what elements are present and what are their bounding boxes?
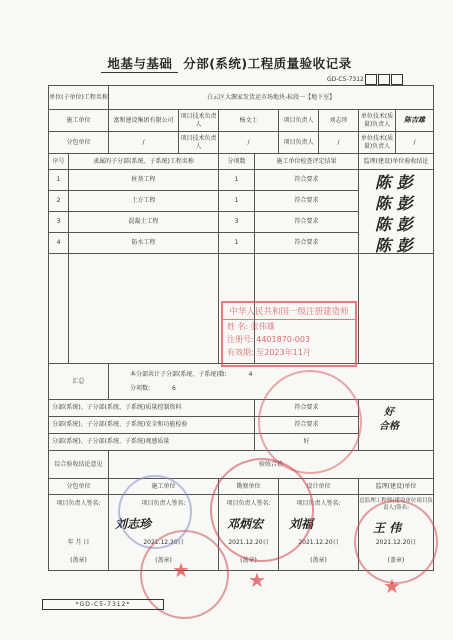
qa-signature: 陈吉雄 xyxy=(404,115,426,125)
check-text: 分部(系统)、子分部(系统、子系统)安全和功能检验 xyxy=(49,417,255,434)
check-row xyxy=(49,400,434,417)
sign-date: 2021.12.20日 xyxy=(143,539,184,546)
stamp-name-label: 姓 名: xyxy=(227,322,249,331)
sign-date: 2021.12.20日 xyxy=(228,539,269,546)
signer-label: 项目负责人签名: xyxy=(56,500,101,507)
signoff-h-sup: 监理(建设)单位 xyxy=(359,479,434,495)
document-title xyxy=(0,54,453,73)
col-result: 施工单位检查评定结果 xyxy=(255,154,359,170)
summary-line2-val: 6 xyxy=(171,384,176,392)
barcode-label: *GD-C5-7312* xyxy=(42,599,164,610)
check-sign-cell xyxy=(359,400,434,451)
signoff-h-design: 设计单位 xyxy=(279,479,359,495)
contractor-qa-value xyxy=(396,110,434,132)
summary-row xyxy=(49,364,434,400)
seal-label: (盖章) xyxy=(70,557,87,564)
sup-seal xyxy=(354,500,438,584)
header-row xyxy=(49,154,434,170)
unit-row xyxy=(49,86,434,110)
survey-signature: 邓炳宏 xyxy=(227,517,264,531)
check-value: 符合要求 xyxy=(255,417,359,434)
contractor-pm-label: 项目负责人 xyxy=(279,110,319,132)
col-no: 序号 xyxy=(49,154,69,170)
title-suffix: 分部(系统)工程质量验收记录 xyxy=(183,56,352,71)
stamp-valid: 至2023年11月 xyxy=(256,348,311,357)
contractor-tech-value: 杨文士 xyxy=(219,110,279,132)
col-opinion: 监理(建设)单位验收结论 xyxy=(359,154,434,170)
seal-label: (盖章) xyxy=(310,557,327,564)
sub-qa-value: / xyxy=(396,132,434,154)
contractor-pm-value: 刘志珍 xyxy=(319,110,359,132)
design-seal xyxy=(210,458,314,562)
contractor-tech-label: 项目技术负责人 xyxy=(179,110,219,132)
signer-label: 项目负责人签名: xyxy=(296,500,341,507)
opinion-signatures xyxy=(375,172,413,254)
check-sig-2: 合格 xyxy=(379,421,399,432)
stamp-reg: 4401870-003 xyxy=(256,335,311,344)
table-row xyxy=(49,170,434,191)
check-text: 分部(系统)、子分部(系统、子系统)质量控制资料 xyxy=(49,400,255,417)
opinion-cell xyxy=(359,170,434,254)
check-sig-1: 好 xyxy=(384,407,394,418)
row-result: 符合要求 xyxy=(255,191,359,212)
row-count: 1 xyxy=(219,191,255,212)
seal-label: (盖章) xyxy=(155,557,172,564)
sup-seal-star-icon: ★ xyxy=(383,574,401,598)
sub-tech-value: / xyxy=(219,132,279,154)
signer-label: 项目负责人签名: xyxy=(141,500,186,507)
opinion-sig-3: 陈 彭 xyxy=(375,215,413,234)
doc-number xyxy=(327,74,403,85)
contractor-row xyxy=(49,110,434,132)
summary-label: 汇总 xyxy=(49,364,109,400)
con-seal-star-icon: ★ xyxy=(172,558,190,582)
conclusion-label: 综合验收结论意见 xyxy=(49,451,109,479)
opinion-sig-4: 陈 彭 xyxy=(375,236,413,254)
check-value: 好 xyxy=(255,434,359,451)
signoff-h-survey: 勘察单位 xyxy=(219,479,279,495)
sign-date: 2021.12.20日 xyxy=(298,539,339,546)
opinion-sig-1: 陈 彭 xyxy=(375,173,413,192)
row-result: 符合要求 xyxy=(255,212,359,233)
row-result: 符合要求 xyxy=(255,170,359,191)
summary-line2: 分项数: xyxy=(130,384,151,392)
sup-signature: 王 伟 xyxy=(373,521,402,535)
row-name: 桩基工程 xyxy=(69,170,219,191)
row-no: 1 xyxy=(49,170,69,191)
row-no: 3 xyxy=(49,212,69,233)
title-prefix: 地基与基础 xyxy=(101,54,178,73)
signoff-sub xyxy=(49,495,109,571)
sign-date: 2021.12.20日 xyxy=(375,539,417,546)
pm-signature: 刘志珍 xyxy=(115,517,152,531)
col-name: 隶属的子分部(系统、子系统)工程名称 xyxy=(69,154,219,170)
sub-pm-value: / xyxy=(319,132,359,154)
unit-value: 白云区大源家发货运市场地块-标段一【地下室】 xyxy=(109,86,434,110)
stamp-valid-row xyxy=(223,346,355,359)
builder-registration-stamp xyxy=(221,301,357,367)
row-no: 4 xyxy=(49,233,69,254)
row-count: 1 xyxy=(219,170,255,191)
stamp-valid-label: 有效期: xyxy=(227,348,254,357)
row-count: 3 xyxy=(219,212,255,233)
sub-value: / xyxy=(109,132,179,154)
seal-star-icon: ★ xyxy=(248,568,266,592)
row-count: 1 xyxy=(219,233,255,254)
sign-date: 年 月 日 xyxy=(67,539,90,546)
stamp-name: 张伟雄 xyxy=(250,322,275,331)
sub-tech-label: 项目技术负责人 xyxy=(179,132,219,154)
signer-label: 总监理工程师(建设单位项目负责人)签名: xyxy=(359,498,433,511)
contractor-value: 富和建设集团有限公司 xyxy=(109,110,179,132)
summary-line1-val: 4 xyxy=(248,371,253,379)
check-signatures xyxy=(379,406,399,434)
contractor-qa-label: 单位技术(质量)负责人 xyxy=(359,110,396,132)
check-text: 分部(系统)、子分部(系统、子系统)观感质量 xyxy=(49,434,255,451)
signoff-h-con: 施工单位 xyxy=(109,479,219,495)
subcontractor-row xyxy=(49,132,434,154)
row-name: 混凝土工程 xyxy=(69,212,219,233)
row-no: 2 xyxy=(49,191,69,212)
signer-label: 项目负责人签名: xyxy=(226,500,271,507)
doc-number-text: GD-C5-7312 xyxy=(327,76,364,83)
row-name: 防水工程 xyxy=(69,233,219,254)
col-count: 分项数 xyxy=(219,154,255,170)
seal-label: (盖章) xyxy=(240,557,257,564)
contractor-label: 施工单位 xyxy=(49,110,109,132)
stamp-reg-label: 注册号: xyxy=(227,335,254,344)
opinion-sig-2: 陈 彭 xyxy=(375,194,413,213)
unit-label: 单位(子单位)工程名称 xyxy=(49,86,109,110)
stamp-name-row xyxy=(223,320,355,333)
check-value: 符合要求 xyxy=(255,400,359,417)
design-signature: 刘福 xyxy=(289,517,314,531)
seal-label: (盖章) xyxy=(387,557,405,564)
sub-label: 分包单位 xyxy=(49,132,109,154)
stamp-header: 中华人民共和国一级注册建造师 xyxy=(223,303,355,320)
sub-pm-label: 项目负责人 xyxy=(279,132,319,154)
conclusion-value: 验收合格 xyxy=(109,451,434,479)
summary-line1: 本分部共计子分部(系统、子系统)数: xyxy=(130,371,227,379)
stamp-reg-row xyxy=(223,333,355,346)
row-result: 符合要求 xyxy=(255,233,359,254)
signoff-h-sub: 分包单位 xyxy=(49,479,109,495)
row-name: 土方工程 xyxy=(69,191,219,212)
sub-qa-label: 单位技术(质量)负责人 xyxy=(359,132,396,154)
